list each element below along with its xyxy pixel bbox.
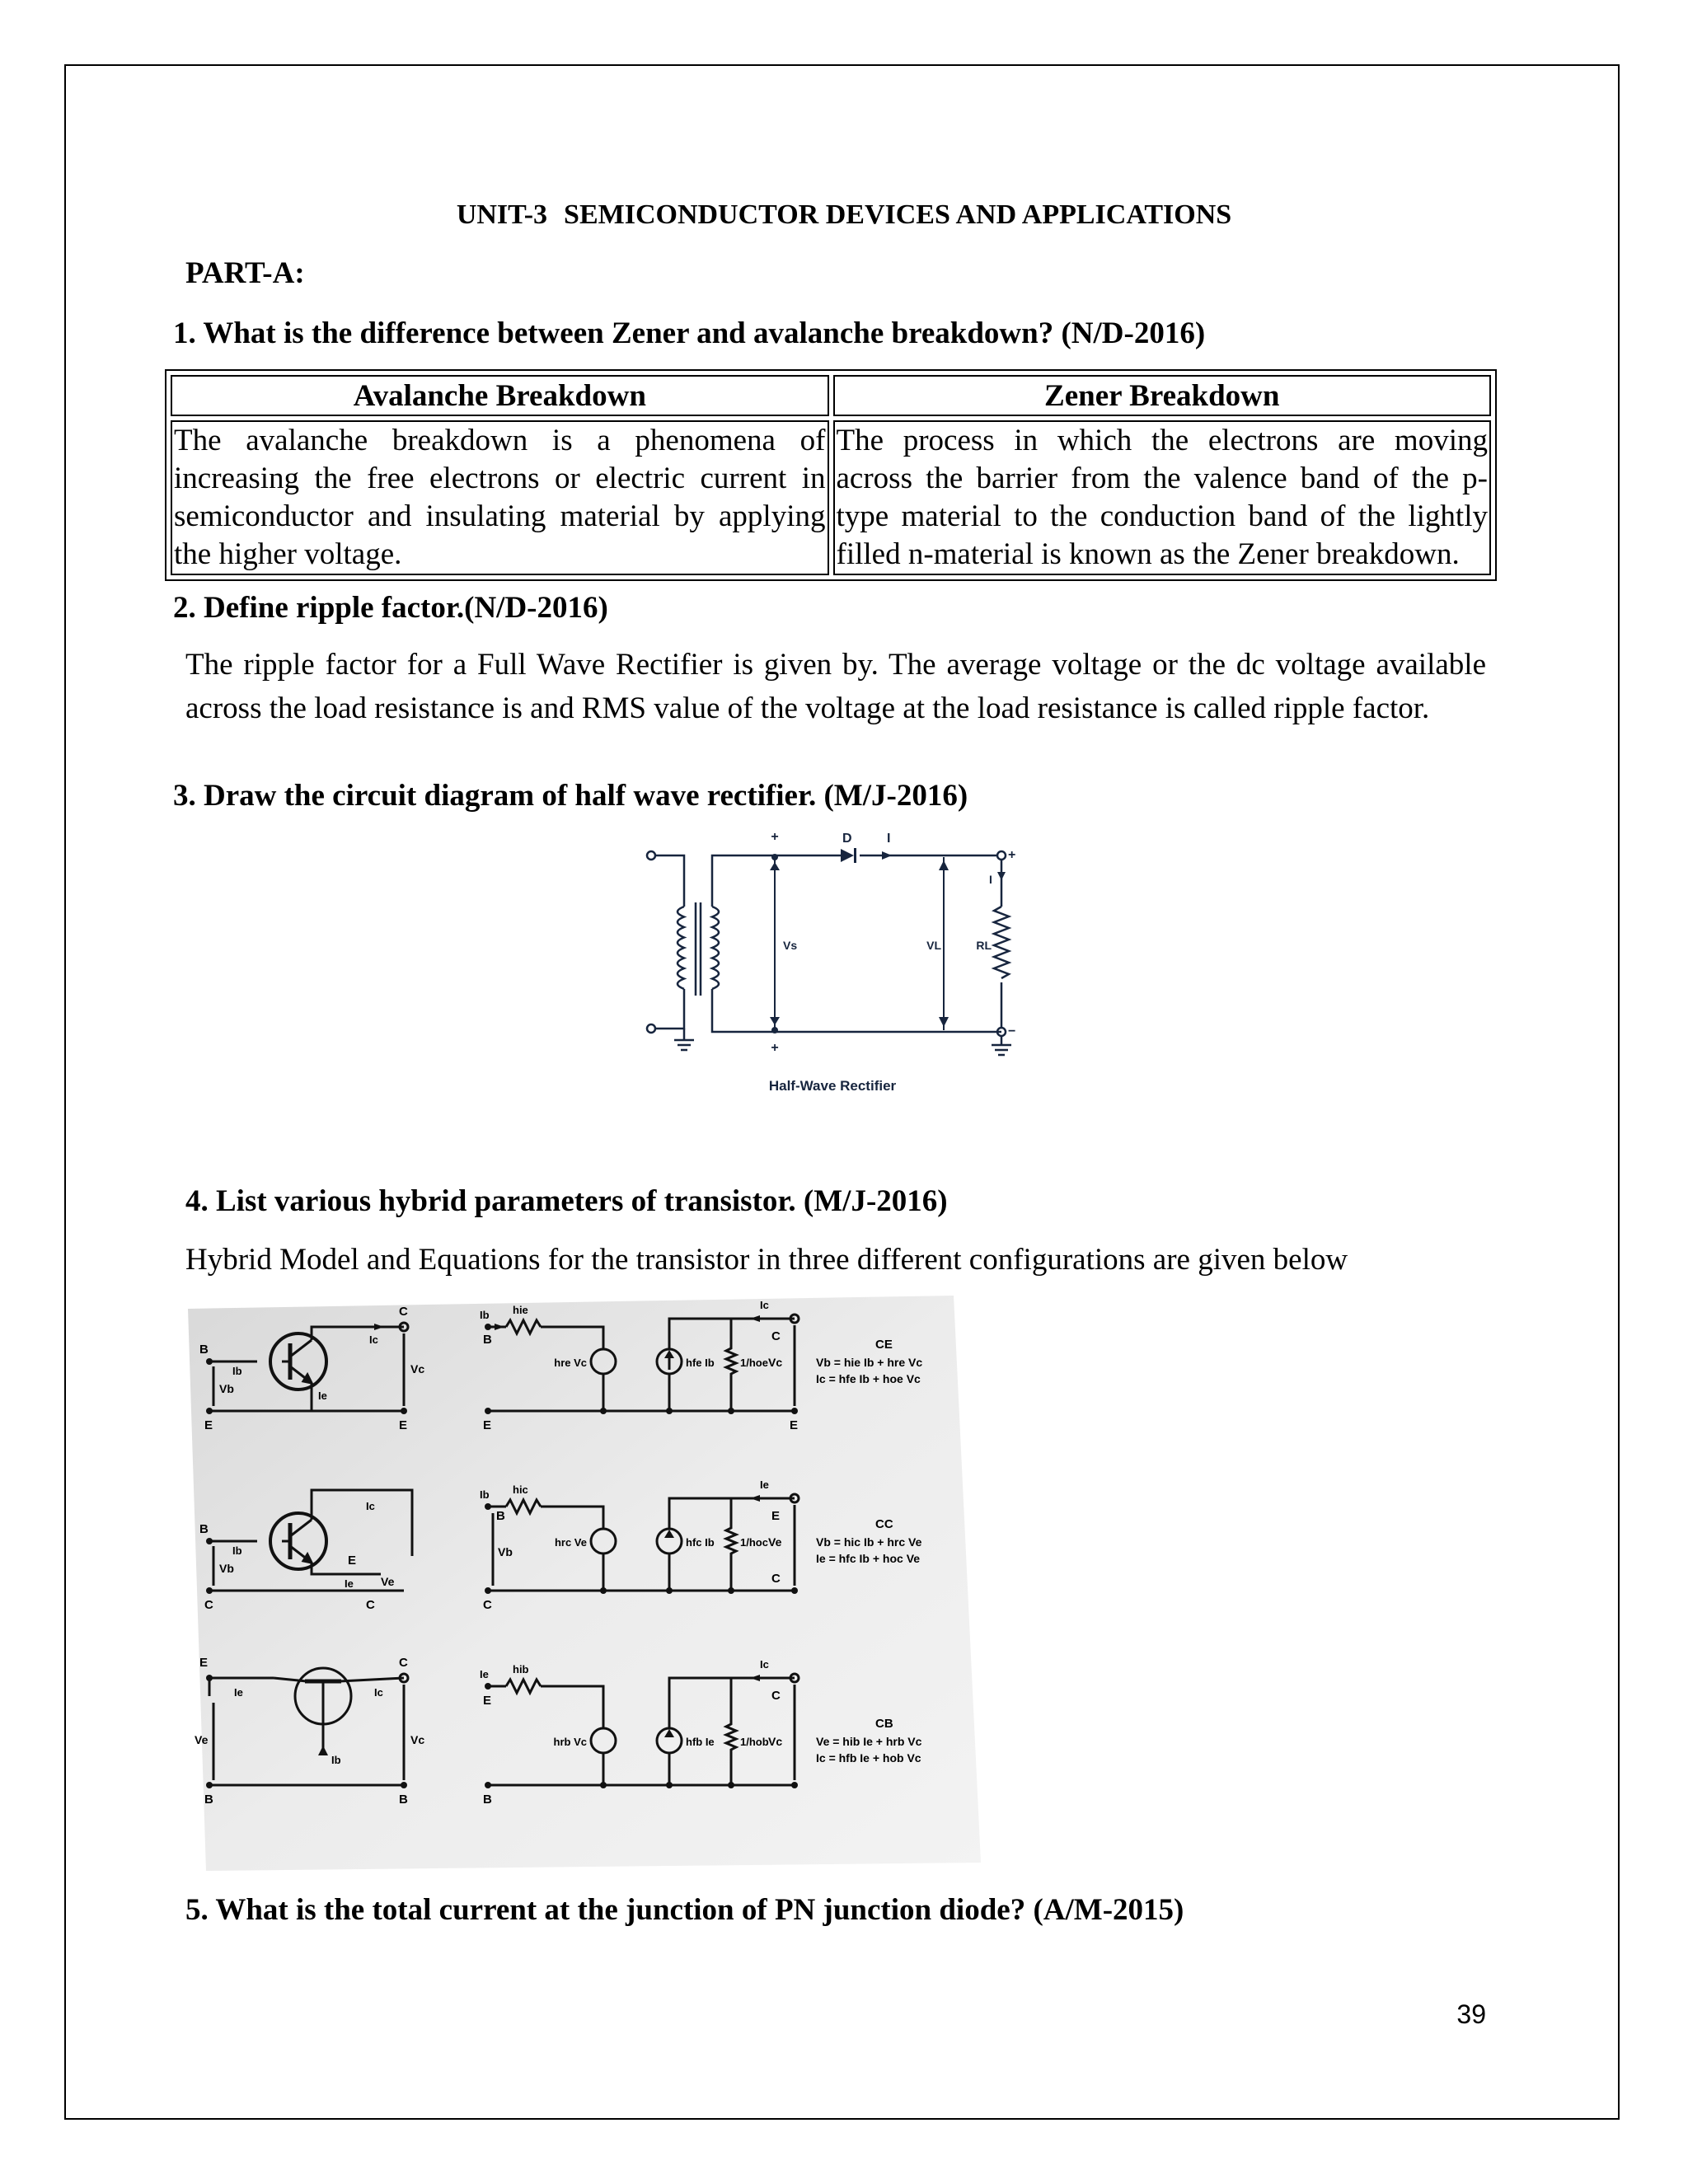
half-wave-rectifier-diagram bbox=[626, 824, 1055, 1104]
question-5-heading: 5. What is the total current at the junction of PN junction diode? (A/M-2015) bbox=[185, 1893, 1184, 1927]
table-row bbox=[171, 420, 1491, 575]
output-plus: + bbox=[1008, 848, 1016, 862]
svg-text:E: E bbox=[399, 1418, 408, 1432]
svg-text:E: E bbox=[483, 1694, 492, 1708]
vs-label: Vs bbox=[783, 939, 798, 952]
svg-text:C: C bbox=[771, 1572, 781, 1586]
table-header-zener: Zener Breakdown bbox=[833, 375, 1492, 416]
svg-text:E: E bbox=[771, 1509, 781, 1523]
svg-text:Vb: Vb bbox=[219, 1562, 234, 1575]
svg-text:Ie: Ie bbox=[760, 1479, 769, 1491]
page-number: 39 bbox=[1456, 1999, 1486, 2029]
cc-label: CC bbox=[875, 1517, 893, 1531]
svg-text:hrb Vc: hrb Vc bbox=[553, 1736, 587, 1748]
svg-text:hre Vc: hre Vc bbox=[554, 1357, 587, 1369]
question-4-heading: 4. List various hybrid parameters of transistor. (M/J-2016) bbox=[185, 1184, 948, 1218]
svg-text:B: B bbox=[204, 1793, 213, 1807]
svg-text:hfe Ib: hfe Ib bbox=[686, 1357, 715, 1369]
cc-equation-1: Vb = hic Ib + hrc Ve bbox=[816, 1535, 922, 1549]
cb-label: CB bbox=[875, 1717, 893, 1731]
svg-text:Ie: Ie bbox=[234, 1686, 243, 1699]
svg-text:Ve: Ve bbox=[381, 1575, 395, 1588]
svg-text:Ic: Ic bbox=[760, 1299, 769, 1311]
svg-text:Ie: Ie bbox=[345, 1577, 354, 1590]
svg-text:Ib: Ib bbox=[480, 1488, 490, 1501]
svg-text:hfc Ib: hfc Ib bbox=[686, 1536, 715, 1549]
question-1-heading: 1. What is the difference between Zener and avalanche breakdown? (N/D-2016) bbox=[173, 316, 1206, 350]
svg-text:Ib: Ib bbox=[331, 1754, 341, 1766]
svg-text:Ve: Ve bbox=[768, 1535, 782, 1549]
current-label: I bbox=[887, 832, 891, 846]
svg-text:Ic: Ic bbox=[760, 1658, 769, 1671]
question-3-heading: 3. Draw the circuit diagram of half wave rectifier. (M/J-2016) bbox=[173, 779, 968, 813]
svg-text:E: E bbox=[204, 1418, 213, 1432]
svg-text:hic: hic bbox=[513, 1483, 528, 1496]
svg-text:Ie: Ie bbox=[480, 1668, 489, 1680]
svg-text:C: C bbox=[204, 1598, 213, 1612]
svg-text:B: B bbox=[483, 1793, 492, 1807]
svg-text:B: B bbox=[399, 1793, 408, 1807]
svg-text:Ic: Ic bbox=[366, 1500, 375, 1512]
output-minus: − bbox=[1008, 1024, 1016, 1038]
svg-text:B: B bbox=[496, 1509, 505, 1523]
svg-text:C: C bbox=[399, 1305, 408, 1319]
cb-equation-1: Ve = hib Ie + hrb Vc bbox=[816, 1735, 922, 1748]
ce-label: CE bbox=[875, 1338, 893, 1352]
svg-text:1/hoe: 1/hoe bbox=[740, 1357, 768, 1369]
table-header-avalanche: Avalanche Breakdown bbox=[171, 375, 829, 416]
diode-label: D bbox=[842, 832, 852, 846]
table-cell-zener: The process in which the electrons are moving across the barrier from the valence band of the p-type material to the conduction band of the lightly filled n-material is known as the Zener breakdown. bbox=[833, 420, 1492, 575]
svg-text:Vb: Vb bbox=[219, 1382, 234, 1395]
hybrid-parameters-diagram bbox=[183, 1294, 1007, 1871]
svg-text:E: E bbox=[348, 1554, 357, 1568]
svg-text:C: C bbox=[399, 1656, 408, 1670]
svg-text:E: E bbox=[483, 1418, 492, 1432]
svg-text:Vc: Vc bbox=[410, 1733, 425, 1746]
svg-text:E: E bbox=[199, 1656, 209, 1670]
question-2-heading: 2. Define ripple factor.(N/D-2016) bbox=[173, 591, 608, 625]
svg-text:Vb: Vb bbox=[498, 1545, 513, 1558]
rectifier-caption: Half-Wave Rectifier bbox=[768, 1078, 897, 1094]
ce-equation-2: Ic = hfe Ib + hoe Vc bbox=[816, 1372, 921, 1385]
question-4-answer: Hybrid Model and Equations for the transistor in three different configurations are given below bbox=[185, 1243, 1348, 1277]
svg-text:hrc Ve: hrc Ve bbox=[554, 1536, 587, 1549]
comparison-table bbox=[165, 369, 1497, 581]
svg-text:Ie: Ie bbox=[318, 1390, 327, 1402]
svg-text:C: C bbox=[366, 1598, 375, 1612]
table-cell-avalanche: The avalanche breakdown is a phenomena of increasing the free electrons or electric current in semiconductor and insulating material by applying the higher voltage. bbox=[171, 420, 829, 575]
svg-text:Ic: Ic bbox=[369, 1333, 378, 1346]
cc-equation-2: Ie = hfc Ib + hoc Ve bbox=[816, 1552, 921, 1565]
table-header-row bbox=[171, 375, 1491, 416]
svg-text:1/hoc: 1/hoc bbox=[740, 1536, 768, 1549]
svg-text:Ib: Ib bbox=[232, 1365, 242, 1377]
svg-text:Vc: Vc bbox=[410, 1362, 425, 1376]
svg-text:Ve: Ve bbox=[195, 1733, 209, 1746]
svg-text:Ib: Ib bbox=[480, 1309, 490, 1321]
svg-text:Vc: Vc bbox=[768, 1356, 783, 1369]
svg-text:Vc: Vc bbox=[768, 1735, 783, 1748]
svg-text:hib: hib bbox=[513, 1663, 529, 1675]
question-2-answer: The ripple factor for a Full Wave Rectifier is given by. The average voltage or the dc voltage available across the load resistance is and RMS value of the voltage at the load resistance is called ripple factor. bbox=[185, 648, 1486, 725]
load-current-label: I bbox=[989, 873, 992, 886]
svg-text:C: C bbox=[771, 1689, 781, 1703]
part-label: PART-A: bbox=[185, 256, 305, 290]
svg-text:hfb Ie: hfb Ie bbox=[686, 1736, 715, 1748]
ce-equation-1: Vb = hie Ib + hre Vc bbox=[816, 1356, 923, 1369]
svg-text:C: C bbox=[771, 1329, 781, 1343]
vl-label: VL bbox=[926, 939, 941, 952]
svg-text:1/hob: 1/hob bbox=[740, 1736, 769, 1748]
vs-plus-bottom: + bbox=[771, 1041, 779, 1055]
cb-equation-2: Ic = hfb Ie + hob Vc bbox=[816, 1751, 921, 1765]
svg-text:Ic: Ic bbox=[374, 1686, 383, 1699]
svg-text:C: C bbox=[483, 1598, 492, 1612]
svg-text:E: E bbox=[790, 1418, 799, 1432]
svg-text:Ib: Ib bbox=[232, 1544, 242, 1557]
vs-plus-top: + bbox=[771, 830, 779, 844]
svg-text:B: B bbox=[199, 1522, 209, 1536]
page-title: UNIT-3 SEMICONDUCTOR DEVICES AND APPLICATIONS bbox=[456, 199, 1232, 230]
svg-text:hie: hie bbox=[513, 1304, 528, 1316]
svg-text:B: B bbox=[483, 1333, 492, 1347]
svg-text:B: B bbox=[199, 1343, 209, 1357]
rl-label: RL bbox=[976, 939, 992, 952]
